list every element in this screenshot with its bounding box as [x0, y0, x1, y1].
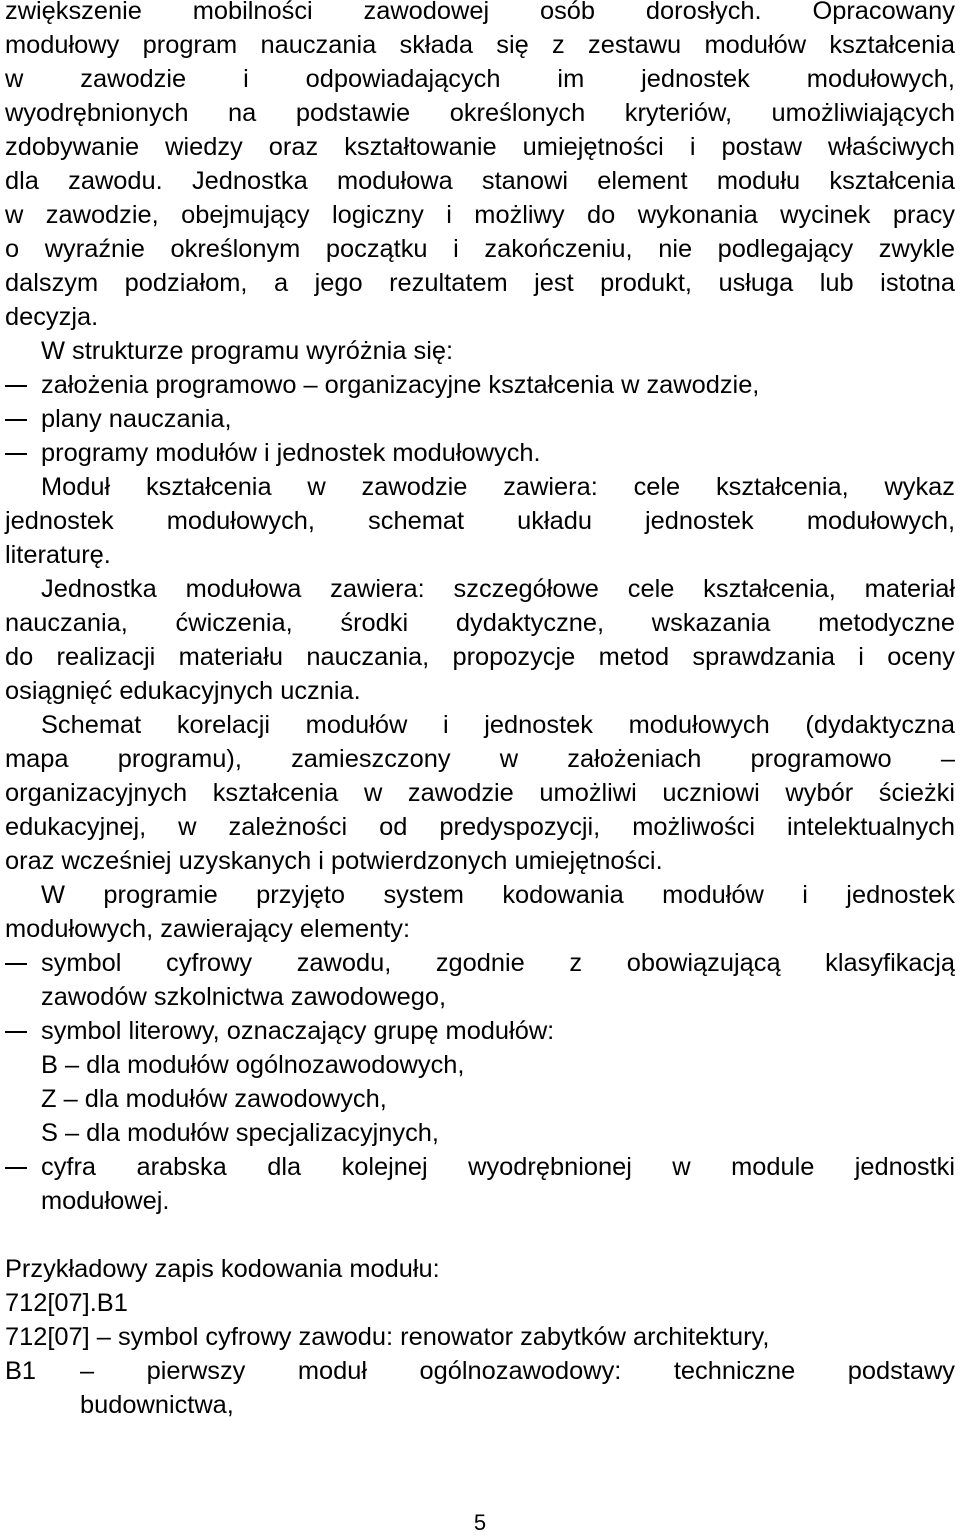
- list-item-text: modułowej.: [41, 1187, 170, 1215]
- paragraph-coding: [5, 878, 955, 946]
- text-line: organizacyjnych kształcenia w zawodzie umożliwi uczniowi wybór ścieżki: [5, 779, 955, 807]
- list-item: [5, 1014, 955, 1048]
- text-line: osiągnięć edukacyjnych ucznia.: [5, 677, 361, 705]
- sublist-item: B – dla modułów ogólnozawodowych,: [41, 1051, 465, 1079]
- text-line: zwiększenie mobilności zawodowej osób dorosłych. Opracowany: [5, 0, 955, 25]
- paragraph-unit: [5, 572, 955, 708]
- text-line: o wyraźnie określonym początku i zakończeniu, nie podlegający zwykle: [5, 235, 955, 263]
- text-line: W programie przyjęto system kodowania modułów i jednostek: [41, 881, 955, 909]
- list-item-text: plany nauczania,: [41, 405, 232, 433]
- structure-intro: [5, 334, 955, 368]
- text-line: w zawodzie, obejmujący logiczny i możliwy do wykonania wycinek pracy: [5, 201, 955, 229]
- document-page: [5, 0, 955, 1422]
- list-item: [5, 946, 955, 1014]
- list-item-text: programy modułów i jednostek modułowych.: [41, 439, 541, 467]
- text-line: edukacyjnej, w zależności od predyspozycji, możliwości intelektualnych: [5, 813, 955, 841]
- text-line: decyzja.: [5, 303, 99, 331]
- text-line: Jednostka modułowa zawiera: szczegółowe cele kształcenia, materiał: [41, 575, 955, 603]
- text-line: modułowy program nauczania składa się z zestawu modułów kształcenia: [5, 31, 955, 59]
- list-item-text: symbol cyfrowy zawodu, zgodnie z obowiązującą klasyfikacją: [41, 949, 955, 977]
- list-item: [5, 436, 955, 470]
- text-line: jednostek modułowych, schemat układu jednostek modułowych,: [5, 507, 955, 535]
- text-line: budownictwa,: [80, 1391, 234, 1419]
- sublist-item: S – dla modułów specjalizacyjnych,: [41, 1119, 439, 1147]
- page-number: 5: [473, 1510, 487, 1535]
- list-item-text: założenia programowo – organizacyjne kształcenia w zawodzie,: [41, 371, 760, 399]
- example-line: 712[07] – symbol cyfrowy zawodu: renowator zabytków architektury,: [5, 1323, 770, 1351]
- text-line: mapa programu), zamieszczony w założeniach programowo –: [5, 745, 955, 773]
- text-line: literaturę.: [5, 541, 111, 569]
- text-line: W strukturze programu wyróżnia się:: [41, 337, 454, 365]
- coding-list: [5, 946, 955, 1218]
- spacer: [5, 1218, 955, 1252]
- text-line: w zawodzie i odpowiadających im jednostek modułowych,: [5, 65, 955, 93]
- text-line: dalszym podziałom, a jego rezultatem jest produkt, usługa lub istotna: [5, 269, 955, 297]
- sublist-item: Z – dla modułów zawodowych,: [41, 1085, 387, 1113]
- text-line: dla zawodu. Jednostka modułowa stanowi element modułu kształcenia: [5, 167, 955, 195]
- list-item-text: zawodów szkolnictwa zawodowego,: [41, 983, 447, 1011]
- text-line: Schemat korelacji modułów i jednostek modułowych (dydaktyczna: [41, 711, 955, 739]
- paragraph-scheme: [5, 708, 955, 878]
- text-line: oraz wcześniej uzyskanych i potwierdzonych umiejętności.: [5, 847, 663, 875]
- example-lead: B1: [5, 1357, 37, 1385]
- structure-list: [5, 368, 955, 470]
- paragraph-intro: [5, 0, 955, 334]
- list-item: [5, 402, 955, 436]
- list-item-text: symbol literowy, oznaczający grupę modułów:: [41, 1017, 555, 1045]
- paragraph-module: [5, 470, 955, 572]
- text-line: zdobywanie wiedzy oraz kształtowanie umiejętności i postaw właściwych: [5, 133, 955, 161]
- list-item: [5, 368, 955, 402]
- example-title: Przykładowy zapis kodowania modułu:: [5, 1255, 440, 1283]
- text-line: Moduł kształcenia w zawodzie zawiera: cele kształcenia, wykaz: [41, 473, 955, 501]
- example-code: 712[07].B1: [5, 1289, 128, 1317]
- text-line: wyodrębnionych na podstawie określonych kryteriów, umożliwiających: [5, 99, 955, 127]
- text-line: – pierwszy moduł ogólnozawodowy: techniczne podstawy: [80, 1357, 955, 1385]
- text-line: nauczania, ćwiczenia, środki dydaktyczne, wskazania metodyczne: [5, 609, 955, 637]
- list-item-text: cyfra arabska dla kolejnej wyodrębnionej w module jednostki: [41, 1153, 955, 1181]
- list-item: [5, 1150, 955, 1218]
- example-line: [5, 1354, 955, 1422]
- text-line: do realizacji materiału nauczania, propozycje metod sprawdzania i oceny: [5, 643, 955, 671]
- text-line: modułowych, zawierający elementy:: [5, 915, 411, 943]
